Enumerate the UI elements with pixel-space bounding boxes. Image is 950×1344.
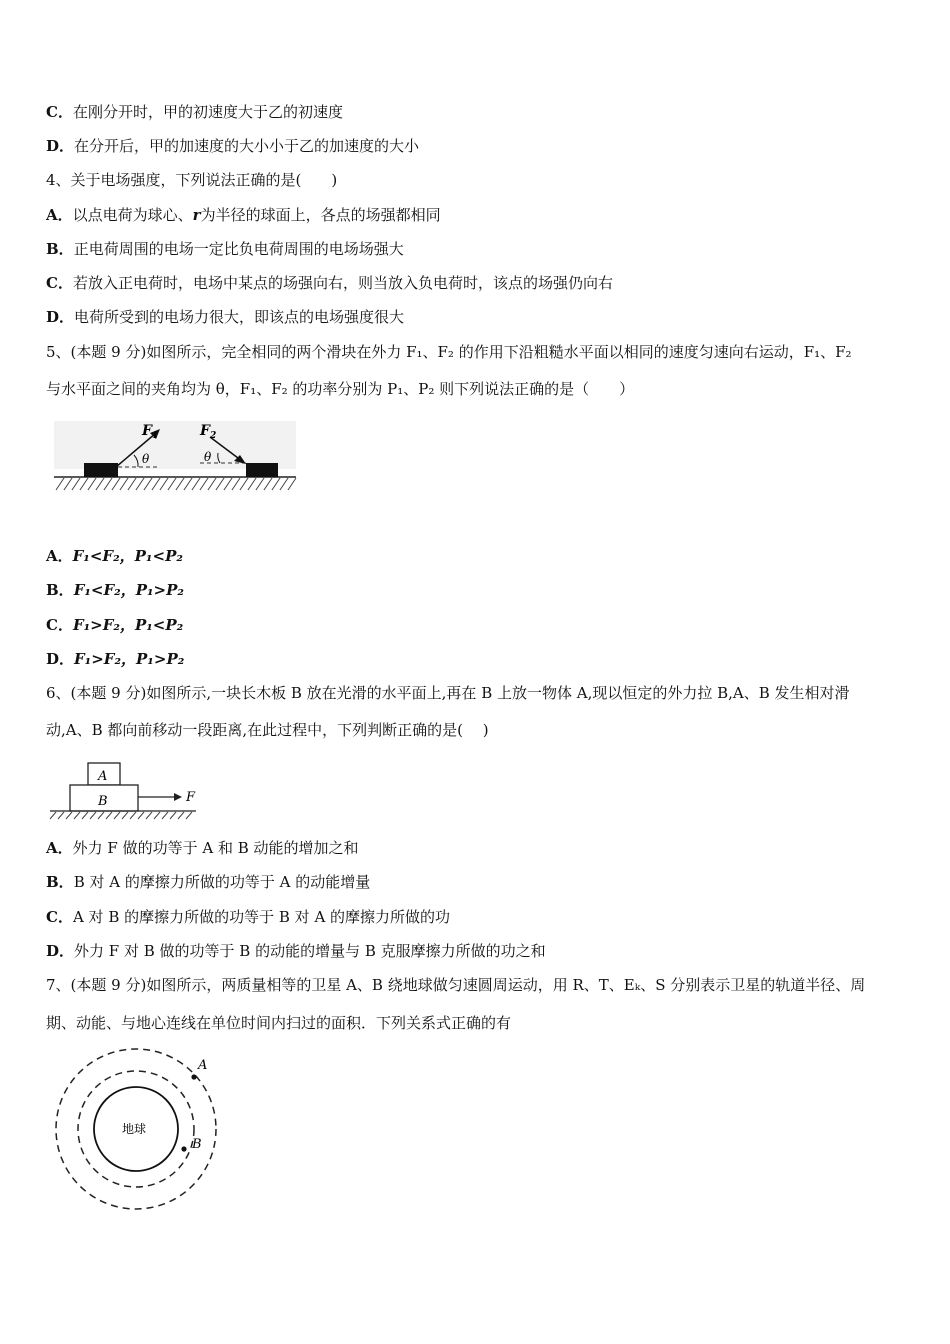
option-text: 正电荷周围的电场一定比负电荷周围的电场场强大 xyxy=(73,240,404,258)
option-text: B 对 A 的摩擦力所做的功等于 A 的动能增量 xyxy=(73,873,371,891)
q6-option-c xyxy=(46,907,450,927)
q5-option-c xyxy=(46,615,183,635)
option-letter: C． xyxy=(46,908,73,926)
option-letter: A． xyxy=(46,206,73,224)
q5-figure-sliding-blocks xyxy=(50,415,300,497)
q6-option-d xyxy=(46,941,546,961)
label-satellite-a: A xyxy=(198,1058,208,1073)
option-letter: B． xyxy=(46,581,74,599)
label-a: A xyxy=(98,769,108,784)
figure-background xyxy=(54,421,296,469)
q5-stem-line1: 5、(本题 9 分)如图所示，完全相同的两个滑块在外力 F₁、F₂ 的作用下沿粗糙水平面以相同的速度匀速向右运动，F₁、F₂ xyxy=(46,343,852,361)
option-text: 以点电荷为球心、 xyxy=(72,206,193,224)
option-letter: A． xyxy=(46,839,73,857)
label-f1: $F_1$ xyxy=(142,423,159,441)
earth-label: 地球 xyxy=(122,1122,147,1136)
q5-option-d xyxy=(46,649,184,669)
q4-stem: 4、关于电场强度，下列说法正确的是( ) xyxy=(46,171,338,189)
block-1 xyxy=(84,463,118,477)
q4-option-c xyxy=(46,273,613,293)
q5-option-b xyxy=(46,580,184,600)
option-text: F₁>F₂，P₁<P₂ xyxy=(72,616,184,634)
option-letter: B． xyxy=(46,873,74,891)
ground-hatching xyxy=(50,812,192,819)
label-f: F xyxy=(186,790,196,805)
q3-option-c xyxy=(46,102,343,122)
option-text: F₁>F₂，P₁>P₂ xyxy=(74,650,185,668)
option-text: 为半径的球面上，各点的场强都相同 xyxy=(200,206,441,224)
satellite-b xyxy=(181,1146,186,1151)
option-letter: C． xyxy=(46,274,73,292)
option-letter: D． xyxy=(46,308,75,326)
option-text: F₁<F₂，P₁>P₂ xyxy=(73,581,184,599)
option-text: 在刚分开时，甲的初速度大于乙的初速度 xyxy=(72,103,343,121)
q7-figure-satellite-orbits xyxy=(50,1045,225,1215)
label-theta-2: θ xyxy=(204,450,212,464)
label-satellite-b: B xyxy=(192,1137,202,1152)
option-letter: D． xyxy=(46,650,75,668)
option-text: 电荷所受到的电场力很大，即该点的电场强度很大 xyxy=(74,308,405,326)
option-letter: C． xyxy=(46,103,73,121)
q6-stem-line2: 动,A、B 都向前移动一段距离,在此过程中，下列判断正确的是( ) xyxy=(46,721,489,739)
option-letter: D． xyxy=(46,137,75,155)
option-letter: C． xyxy=(46,616,73,634)
ground-hatching xyxy=(56,478,296,490)
label-theta-1: θ xyxy=(142,452,150,466)
block-2 xyxy=(246,463,278,477)
option-letter: D． xyxy=(46,942,75,960)
satellite-a xyxy=(191,1074,196,1079)
q6-option-b xyxy=(46,872,370,892)
option-text: A 对 B 的摩擦力所做的功等于 B 对 A 的摩擦力所做的功 xyxy=(72,908,451,926)
option-letter: B． xyxy=(46,240,74,258)
label-f2: $F_2$ xyxy=(200,423,217,441)
option-letter: A． xyxy=(46,547,73,565)
q5-option-a xyxy=(46,546,183,566)
symbol-r: r xyxy=(192,206,201,224)
q5-stem-line2: 与水平面之间的夹角均为 θ，F₁、F₂ 的功率分别为 P₁、P₂ 则下列说法正确的是（ ） xyxy=(46,380,635,398)
force-f-arrowhead xyxy=(174,793,182,801)
q4-option-a xyxy=(46,205,441,225)
q4-option-d xyxy=(46,307,404,327)
q6-figure-board-and-block xyxy=(46,757,206,823)
q7-stem-line2: 期、动能、与地心连线在单位时间内扫过的面积．下列关系式正确的有 xyxy=(46,1014,512,1032)
option-text: F₁<F₂，P₁<P₂ xyxy=(72,547,183,565)
q3-option-d xyxy=(46,136,419,156)
label-b: B xyxy=(98,794,108,809)
option-text: 在分开后，甲的加速度的大小小于乙的加速度的大小 xyxy=(74,137,420,155)
option-text: 外力 F 对 B 做的功等于 B 的动能的增量与 B 克服摩擦力所做的功之和 xyxy=(74,942,546,960)
option-text: 外力 F 做的功等于 A 和 B 动能的增加之和 xyxy=(72,839,359,857)
q7-stem-line1: 7、(本题 9 分)如图所示，两质量相等的卫星 A、B 绕地球做匀速圆周运动，用 R、T、Eₖ、S 分别表示卫星的轨道半径、周 xyxy=(46,976,866,994)
option-text: 若放入正电荷时，电场中某点的场强向右，则当放入负电荷时，该点的场强仍向右 xyxy=(72,274,613,292)
q6-option-a xyxy=(46,838,359,858)
q6-stem-line1: 6、(本题 9 分)如图所示,一块长木板 B 放在光滑的水平面上,再在 B 上放一物体 A,现以恒定的外力拉 B,A、B 发生相对滑 xyxy=(46,684,850,702)
q4-option-b xyxy=(46,239,404,259)
